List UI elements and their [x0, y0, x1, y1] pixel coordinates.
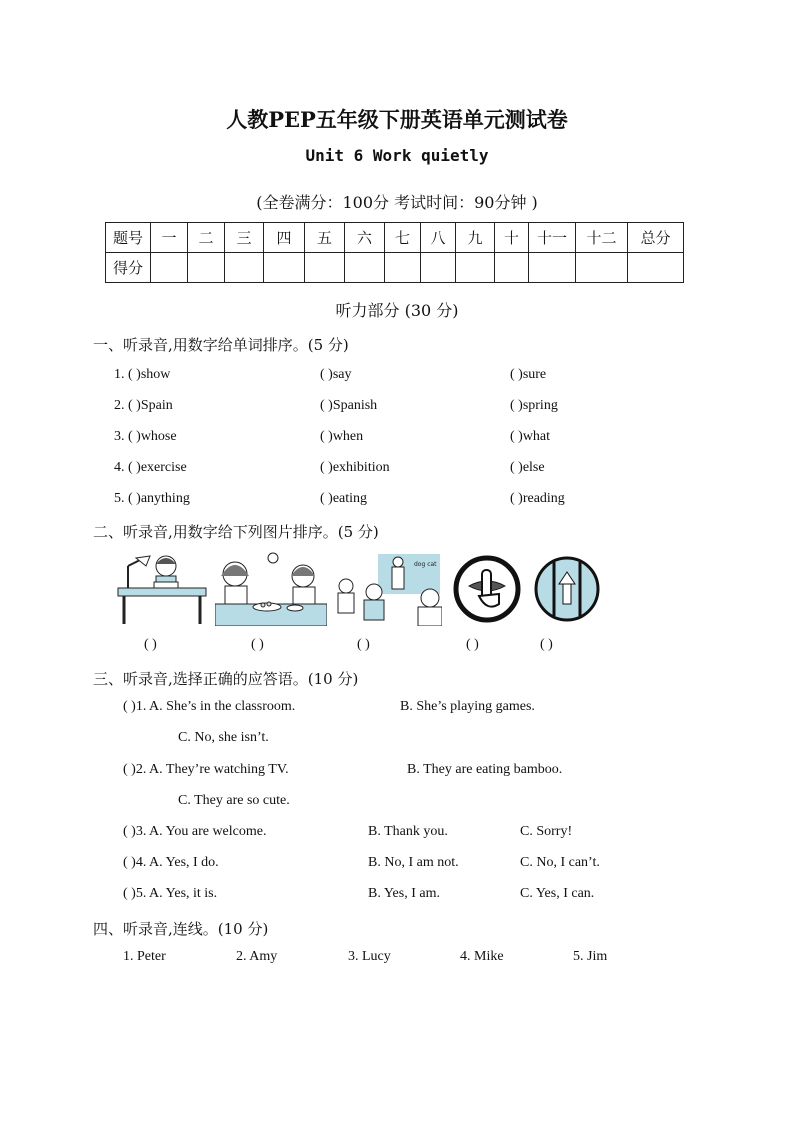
- score-table: [105, 222, 684, 283]
- list-item: 3. ( )whose: [114, 429, 177, 444]
- list-item: ( )reading: [510, 491, 565, 506]
- list-item: ( )sure: [510, 367, 547, 382]
- name-item: 4. Mike: [460, 949, 504, 964]
- score-table-score-row: [106, 253, 684, 283]
- score-cell[interactable]: [576, 253, 628, 283]
- score-cell[interactable]: [225, 253, 264, 283]
- table-cell: 四: [264, 223, 305, 253]
- answer-blank[interactable]: ( ): [466, 637, 479, 652]
- table-cell: 八: [421, 223, 456, 253]
- list-item: 4. ( )exercise: [114, 460, 187, 475]
- answer-blank[interactable]: ( ): [251, 637, 264, 652]
- arrow-sign-icon: [534, 552, 600, 626]
- quiet-sign-icon: [453, 552, 521, 626]
- table-cell: 总分: [628, 223, 684, 253]
- answer-blank[interactable]: ( ): [357, 637, 370, 652]
- option-c: C. Sorry!: [520, 824, 573, 839]
- question-stem: ( )3. A. You are welcome.: [123, 824, 267, 839]
- name-item: 3. Lucy: [348, 949, 391, 964]
- option-c: C. No, I can’t.: [520, 855, 600, 870]
- list-item: ( )spring: [510, 398, 558, 413]
- table-cell: 五: [305, 223, 345, 253]
- list-item: 1. ( )show: [114, 367, 171, 382]
- table-cell: 得分: [106, 253, 151, 283]
- table-cell: 十一: [529, 223, 576, 253]
- option-b: B. Yes, I am.: [368, 886, 440, 901]
- table-cell: 题号: [106, 223, 151, 253]
- table-cell: 十: [495, 223, 529, 253]
- score-cell[interactable]: [264, 253, 305, 283]
- list-item: ( )else: [510, 460, 545, 475]
- list-item: ( )say: [320, 367, 352, 382]
- score-cell[interactable]: [151, 253, 188, 283]
- name-item: 2. Amy: [236, 949, 278, 964]
- board-text: dog cat: [414, 561, 437, 568]
- list-item: ( )Spanish: [320, 398, 378, 413]
- option-c: C. They are so cute.: [178, 793, 290, 808]
- list-item: ( )exhibition: [320, 460, 390, 475]
- list-item: ( )eating: [320, 491, 368, 506]
- section1-title: 一、听录音,用数字给单词排序。(5 分): [93, 336, 349, 354]
- score-cell[interactable]: [628, 253, 684, 283]
- table-cell: 三: [225, 223, 264, 253]
- table-cell: 六: [345, 223, 385, 253]
- table-cell: 一: [151, 223, 188, 253]
- question-stem: ( )5. A. Yes, it is.: [123, 886, 218, 901]
- unit-title: Unit 6 Work quietly: [305, 146, 489, 165]
- table-cell: 七: [385, 223, 421, 253]
- score-cell[interactable]: [421, 253, 456, 283]
- score-cell[interactable]: [188, 253, 225, 283]
- score-cell[interactable]: [345, 253, 385, 283]
- list-item: 5. ( )anything: [114, 491, 190, 506]
- option-c: C. No, she isn’t.: [178, 730, 269, 745]
- list-item: ( )what: [510, 429, 551, 444]
- exam-title: 人教PEP五年级下册英语单元测试卷: [226, 107, 568, 132]
- question-stem: ( )4. A. Yes, I do.: [123, 855, 219, 870]
- score-cell[interactable]: [495, 253, 529, 283]
- answer-blank[interactable]: ( ): [540, 637, 553, 652]
- table-cell: 二: [188, 223, 225, 253]
- listening-title: 听力部分 (30 分): [335, 301, 459, 320]
- option-b: B. No, I am not.: [368, 855, 459, 870]
- score-cell[interactable]: [456, 253, 495, 283]
- table-cell: 十二: [576, 223, 628, 253]
- score-cell[interactable]: [305, 253, 345, 283]
- score-cell[interactable]: [385, 253, 421, 283]
- answer-blank[interactable]: ( ): [144, 637, 157, 652]
- score-cell[interactable]: [529, 253, 576, 283]
- question-stem: ( )2. A. They’re watching TV.: [123, 762, 289, 777]
- name-item: 1. Peter: [123, 949, 166, 964]
- boy-reading-picture: [116, 552, 208, 626]
- section4-title: 四、听录音,连线。(10 分): [93, 920, 269, 938]
- list-item: ( )when: [320, 429, 364, 444]
- classroom-picture: [334, 552, 442, 626]
- option-b: B. They are eating bamboo.: [407, 762, 563, 777]
- section3-title: 三、听录音,选择正确的应答语。(10 分): [93, 670, 359, 688]
- section2-title: 二、听录音,用数字给下列图片排序。(5 分): [93, 523, 379, 541]
- question-stem: ( )1. A. She’s in the classroom.: [123, 699, 296, 714]
- girls-eating-picture: [215, 552, 327, 626]
- list-item: 2. ( )Spain: [114, 398, 173, 413]
- table-cell: 九: [456, 223, 495, 253]
- option-c: C. Yes, I can.: [520, 886, 595, 901]
- option-b: B. Thank you.: [368, 824, 448, 839]
- option-b: B. She’s playing games.: [400, 699, 535, 714]
- exam-info: (全卷满分：100分 考试时间：90分钟 ): [256, 193, 538, 212]
- name-item: 5. Jim: [573, 949, 608, 964]
- score-table-header-row: [106, 223, 684, 253]
